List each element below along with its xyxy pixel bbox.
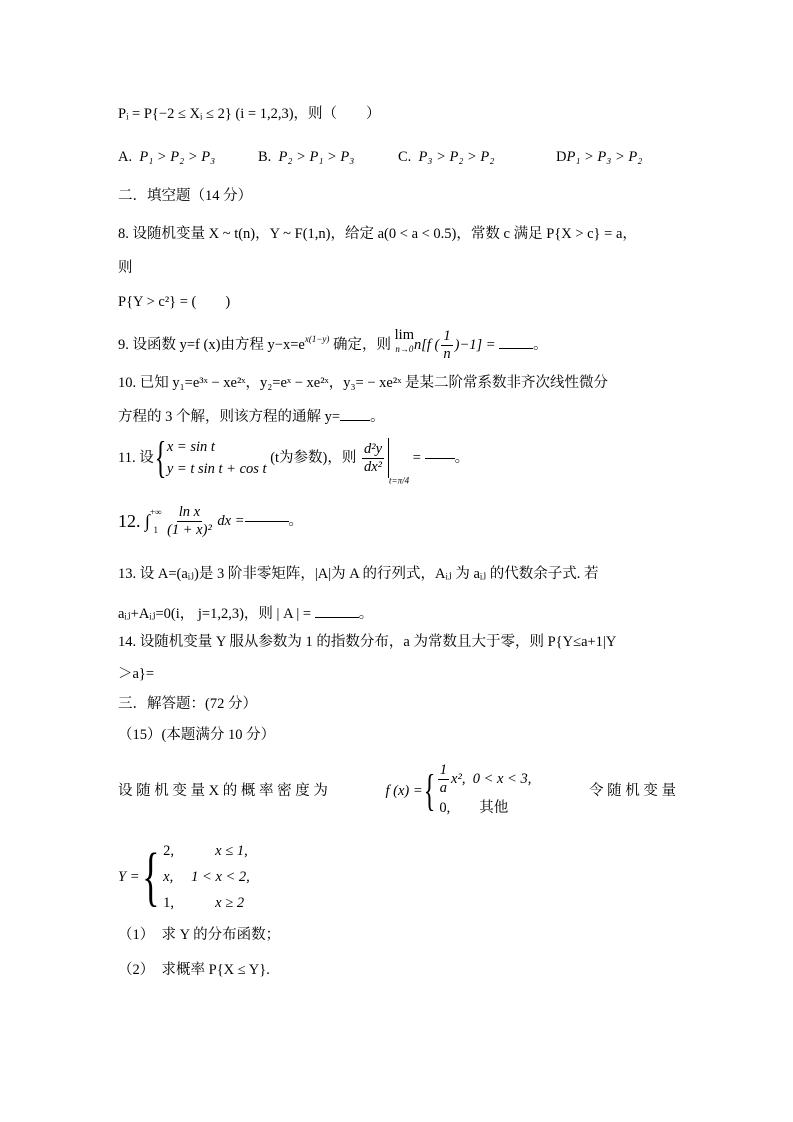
q15-part1: （1） 求 Y 的分布函数； <box>118 927 281 943</box>
q7-options <box>118 147 642 167</box>
section2-title: 二．填空题（14 分） <box>118 188 253 204</box>
option-a: A. P₁ > P₂ > P₃ <box>118 149 216 165</box>
q15-header: （15）(本题满分 10 分） <box>118 727 276 743</box>
q8-line2: 则 <box>118 260 133 276</box>
answer-blank <box>499 348 533 349</box>
answer-blank <box>340 420 370 421</box>
option-b: B. P₂ > P₁ > P₃ <box>258 149 355 165</box>
q15-intro: 设 随 机 变 量 X 的 概 率 密 度 为 f (x) = { $\frac{1}{a}$ x², 0 < x < 3, 0, 其他 令 随 机 变 量 <box>118 762 676 816</box>
q7-stem: Pᵢ = P{−2 ≤ Xᵢ ≤ 2} (i = 1,2,3)，则（ ） <box>118 106 381 122</box>
q8-line3: P{Y > c²} = ( ) <box>118 294 231 310</box>
option-d: DP₁ > P₃ > P₂ <box>556 149 643 165</box>
q12: 12. ∫ +∞ 1 $\frac{\text{ln x}}{\text{(1 + x)²}}$ dx = 。 <box>118 503 304 538</box>
q10-line1: 10. 已知 y₁=e³ˣ − xe²ˣ，y₂=eˣ − xe²ˣ，y₃= − xe²ˣ 是某二阶常系数非齐次线性微分 <box>118 375 609 391</box>
q14-line2: ＞a}= <box>118 666 155 682</box>
section3-title: 三．解答题：(72 分） <box>118 696 257 712</box>
answer-blank <box>425 458 455 459</box>
q10-line2: 方程的 3 个解，则该方程的通解 y= 。 <box>118 409 385 425</box>
q9: 9. 设函数 y=f (x)由方程 $y-x=e^{x(1-y)}$ 确定，则 lim n→0 n[f ( $\frac{1}{n}$ )−1] = 。 <box>118 327 548 362</box>
q14-line1: 14. 设随机变量 Y 服从参数为 1 的指数分布，a 为常数且大于零，则 P{Y≤a+1|Y <box>118 634 617 650</box>
q11: 11. 设{ x = sin t y = t sin t + cos t (t为参数)，则 $\frac{\text{d²y}}{\text{dx²}}$ $_{t=\pi/4}$ = 。 <box>118 433 470 486</box>
q13-line2: aᵢⱼ+Aᵢⱼ=0(i， j=1,2,3)，则 | A | = 。 <box>118 606 374 622</box>
q15-part2: （2） 求概率 P{X ≤ Y}. <box>118 962 270 978</box>
q15-y-definition: Y = { 2, x ≤ 1, x, 1 < x < 2, 1, x ≥ 2 <box>118 840 250 913</box>
q13-line1: 13. 设 A=(aᵢⱼ)是 3 阶非零矩阵，|A|为 A 的行列式，Aᵢⱼ 为 aᵢⱼ 的代数余子式. 若 <box>118 566 599 582</box>
q8-line1: 8. 设随机变量 X ~ t(n)，Y ~ F(1,n)，给定 a(0 < a < 0.5)，常数 c 满足 P{X > c} = a， <box>118 226 637 242</box>
answer-blank <box>315 617 359 618</box>
option-c: C. P₃ > P₂ > P₂ <box>398 149 495 165</box>
answer-blank <box>245 521 289 522</box>
